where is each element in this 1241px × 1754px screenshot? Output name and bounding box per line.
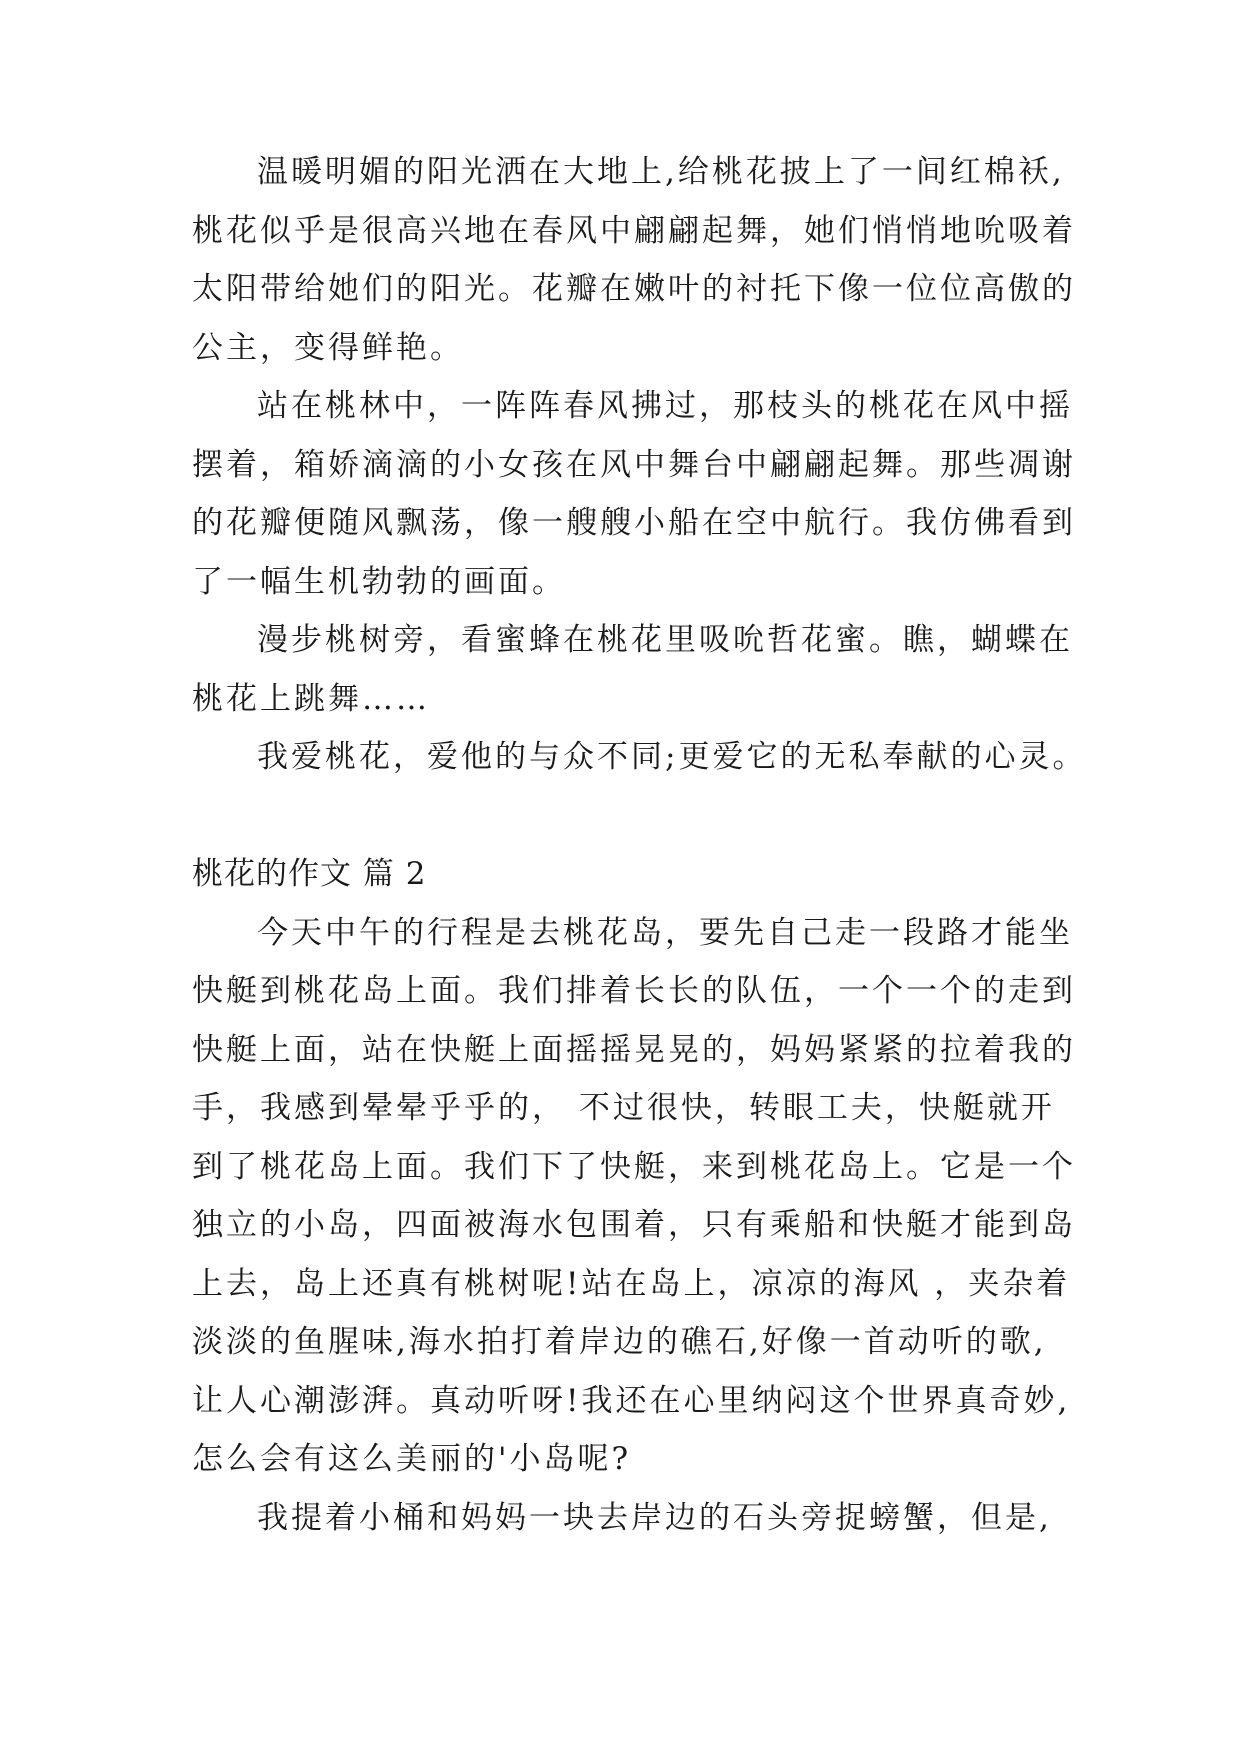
section-heading: 桃花的作文 篇 2 bbox=[192, 856, 427, 892]
paragraph-line: 的花瓣便随风飘荡，像一艘艘小船在空中航行。我仿佛看到 bbox=[192, 505, 1076, 541]
paragraph-line: 我爱桃花，爱他的与众不同;更爱它的无私奉献的心灵。 bbox=[257, 739, 1087, 775]
paragraph-line: 我提着小桶和妈妈一块去岸边的石头旁捉螃蟹，但是, bbox=[257, 1500, 1052, 1536]
paragraph-line: 怎么会有这么美丽的'小岛呢? bbox=[192, 1441, 632, 1477]
paragraph-line: 太阳带给她们的阳光。花瓣在嫩叶的衬托下像一位位高傲的 bbox=[192, 271, 1076, 307]
paragraph-line: 桃花似乎是很高兴地在春风中翩翩起舞，她们悄悄地吮吸着 bbox=[192, 213, 1076, 249]
paragraph-line: 淡淡的鱼腥味,海水拍打着岸边的礁石,好像一首动听的歌, bbox=[192, 1324, 1047, 1360]
paragraph-line: 快艇到桃花岛上面。我们排着长长的队伍，一个一个的走到 bbox=[192, 973, 1076, 1009]
paragraph-line: 公主，变得鲜艳。 bbox=[192, 330, 464, 366]
paragraph-line: 让人心潮澎湃。真动听呀!我还在心里纳闷这个世界真奇妙, bbox=[192, 1383, 1071, 1419]
paragraph-line: 站在桃林中，一阵阵春风拂过，那枝头的桃花在风中摇 bbox=[257, 388, 1073, 424]
paragraph-line: 上去，岛上还真有桃树呢!站在岛上，凉凉的海风 ，夹杂着 bbox=[192, 1266, 1071, 1302]
paragraph-line: 快艇上面，站在快艇上面摇摇晃晃的，妈妈紧紧的拉着我的 bbox=[192, 1032, 1076, 1068]
paragraph-line: 手，我感到晕晕乎乎的， 不过很快，转眼工夫，快艇就开 bbox=[192, 1090, 1055, 1126]
paragraph-line: 独立的小岛，四面被海水包围着，只有乘船和快艇才能到岛 bbox=[192, 1207, 1076, 1243]
paragraph-line: 今天中午的行程是去桃花岛，要先自己走一段路才能坐 bbox=[257, 915, 1073, 951]
paragraph-line: 摆着，箱娇滴滴的小女孩在风中舞台中翩翩起舞。那些凋谢 bbox=[192, 447, 1076, 483]
paragraph-line: 温暖明媚的阳光洒在大地上,给桃花披上了一间红棉袄, bbox=[257, 154, 1065, 190]
paragraph-line: 到了桃花岛上面。我们下了快艇，来到桃花岛上。它是一个 bbox=[192, 1149, 1076, 1185]
paragraph-line: 桃花上跳舞…… bbox=[192, 681, 430, 717]
paragraph-line: 了一幅生机勃勃的画面。 bbox=[192, 564, 566, 600]
paragraph-line: 漫步桃树旁，看蜜蜂在桃花里吸吮哲花蜜。瞧，蝴蝶在 bbox=[257, 622, 1073, 658]
